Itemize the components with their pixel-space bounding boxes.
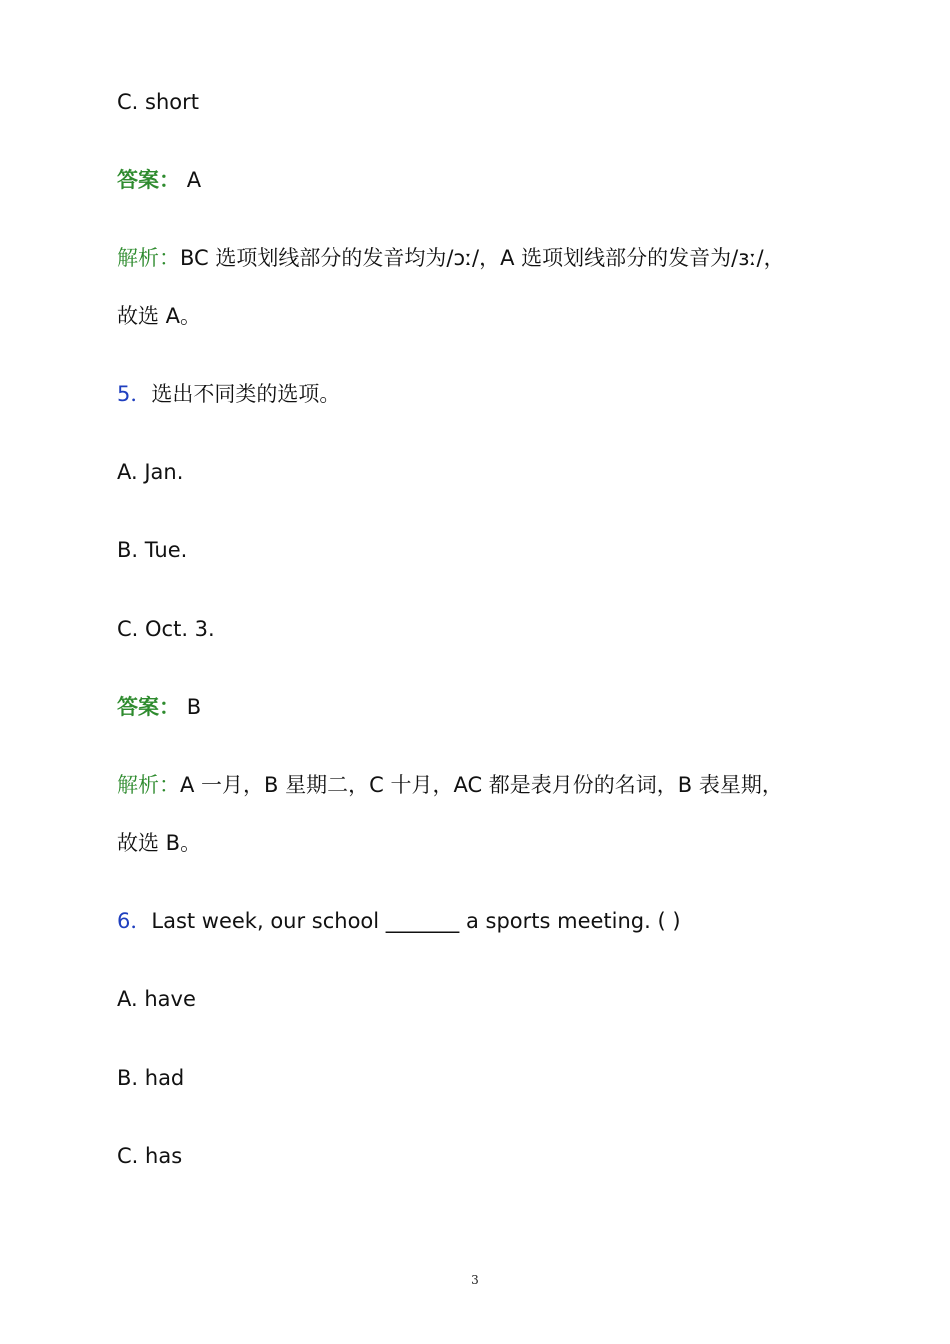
analysis-text: A 一月，B 星期二，C 十月，AC 都是表月份的名词，B 表星期， bbox=[180, 773, 783, 797]
q4-answer bbox=[117, 166, 201, 194]
analysis-text: BC 选项划线部分的发音均为/ɔː/，A 选项划线部分的发音为/ɜː/， bbox=[180, 246, 785, 270]
q5-analysis-line-2: 故选 B。 bbox=[117, 831, 202, 855]
q6-stem-line bbox=[117, 907, 681, 935]
q6-option-c: C. has bbox=[117, 1144, 183, 1168]
q5-option-b: B. Tue. bbox=[117, 538, 188, 562]
answer-label: 答案： bbox=[117, 168, 180, 192]
analysis-label: 解析： bbox=[117, 773, 180, 797]
q4-analysis-line-2: 故选 A。 bbox=[117, 304, 202, 328]
answer-value: B bbox=[186, 695, 202, 719]
q5-analysis-line-1 bbox=[117, 771, 783, 799]
answer-value: A bbox=[186, 168, 202, 192]
question-stem: 选出不同类的选项。 bbox=[151, 382, 341, 406]
q5-stem-line bbox=[117, 380, 340, 408]
analysis-label: 解析： bbox=[117, 246, 180, 270]
answer-label: 答案： bbox=[117, 695, 180, 719]
page-number: 3 bbox=[471, 1273, 479, 1287]
q6-option-a: A. have bbox=[117, 987, 196, 1011]
question-stem: Last week, our school _______ a sports meeting. ( ) bbox=[151, 909, 681, 933]
q6-option-b: B. had bbox=[117, 1066, 185, 1090]
q5-option-a: A. Jan. bbox=[117, 460, 184, 484]
question-number: 6． bbox=[117, 909, 152, 933]
q4-option-c: C. short bbox=[117, 90, 199, 114]
question-number: 5． bbox=[117, 382, 152, 406]
q5-answer bbox=[117, 693, 201, 721]
q5-option-c: C. Oct. 3. bbox=[117, 617, 215, 641]
q4-analysis-line-1 bbox=[117, 244, 785, 272]
